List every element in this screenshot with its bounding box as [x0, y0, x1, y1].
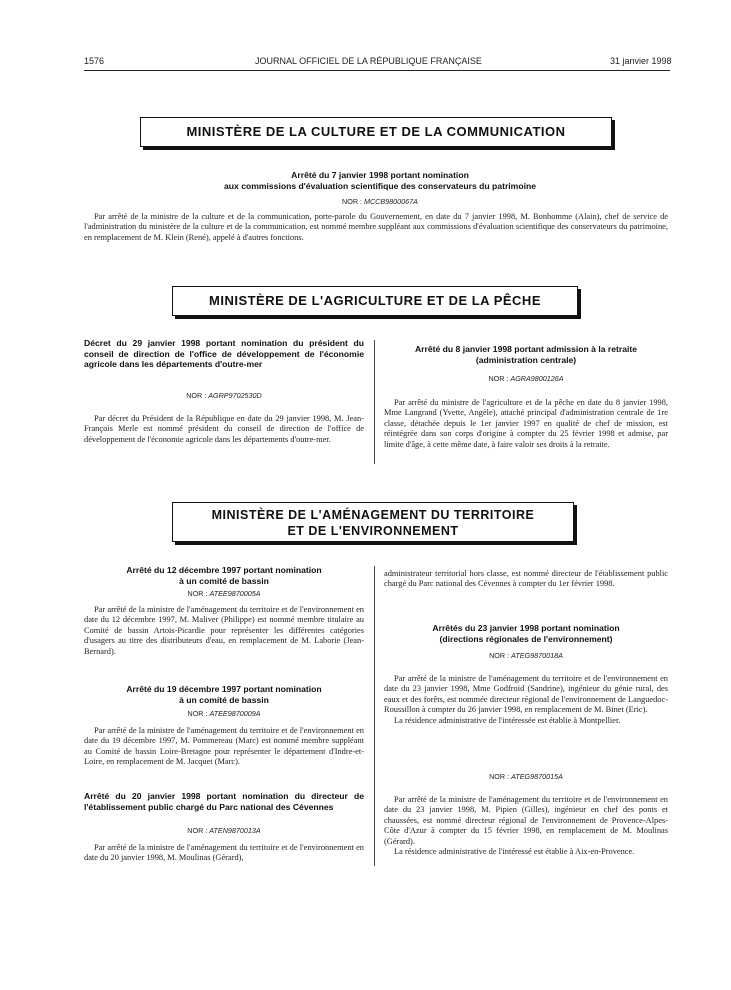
arrete-7-janvier-body — [84, 212, 668, 243]
column-divider — [374, 340, 375, 464]
body-paragraph: La résidence administrative de l'intéressée est établie à Montpellier. — [394, 715, 621, 725]
nor-value: ATEG9870015A — [511, 772, 563, 781]
arrete-12-decembre-title — [84, 565, 364, 586]
decret-29-janvier-title — [84, 338, 364, 370]
nor-label: NOR : — [489, 772, 510, 781]
column-divider — [374, 566, 375, 866]
arretes-23-janvier-title — [384, 623, 668, 644]
nor-value: ATEG9870018A — [511, 651, 563, 660]
body-paragraph: administrateur territorial hors classe, est nommé directeur de l'établissement public chargé du Parc national des Cévennes à compter du 1er février 1998. — [384, 569, 668, 589]
decret-29-janvier-body — [84, 414, 364, 445]
nor-label: NOR : — [186, 391, 207, 400]
arrete-12-decembre-body — [84, 605, 364, 657]
nor-reference — [84, 589, 364, 598]
nor-label: NOR : — [342, 197, 362, 206]
body-paragraph: Par arrêté du ministre de l'agriculture et de la pêche en date du 8 janvier 1998, Mme Langrand (Yvette, Angèle), attaché principal d'administration centrale de 1re classe, détachée depuis le 1er janvier 1997 en qualité de chef de mission, est réintégrée dans son corps d'origine à compter du 25 février 1998 et admise, par limite d'âge, à cette même date, à faire valoir ses droits à la retraite. — [384, 398, 668, 449]
body-paragraph: Par arrêté de la ministre de l'aménagement du territoire et de l'environnement en date du 20 janvier 1998, M. Moulinas (Gérard), — [84, 843, 364, 863]
body-paragraph: Par arrêté de la ministre de l'aménagement du territoire et de l'environnement en date du 23 janvier 1998, M. Pipien (Gilles), ingénieur en chef des ponts et chaussées, est nommé directeur régional de l'environnement de Provence-Alpes-Côte d'Azur à compter du 15 février 1998, en remplacement de M. Moulinas (Gérard). — [384, 795, 668, 846]
arrete-20-janvier-body — [84, 843, 364, 864]
nor-value: ATEN9870013A — [209, 826, 261, 835]
body-paragraph: Par arrêté de la ministre de la culture et de la communication, porte-parole du Gouvernement, en date du 7 janvier 1998, M. Bonhomme (Alain), chef de service de l'administration du ministère de la culture et de la communication, est nommé membre suppléant aux commissions d'évaluation scientifique des conservateurs du patrimoine, en remplacement de M. Klein (René), appelé à d'autres fonctions. — [84, 212, 668, 242]
nor-reference — [120, 197, 640, 206]
page-number: 1576 — [84, 56, 105, 66]
body-paragraph: Par arrêté de la ministre de l'aménagement du territoire et de l'environnement en date du 12 décembre 1997, M. Maliver (Philippe) est nommé membre titulaire au Comité de bassin Artois-Picardie pour représenter les différentes catégories d'usagers au titre des distributeurs d'eau, en remplacement de M. Laborie (Jean-Bernard). — [84, 605, 364, 656]
nor-label: NOR : — [187, 709, 208, 718]
nor-label: NOR : — [187, 826, 208, 835]
nor-value: ATEE9870005A — [209, 589, 261, 598]
arrete-title-line: aux commissions d'évaluation scientifique des conservateurs du patrimoine — [224, 180, 536, 191]
decret-title-text: Décret du 29 janvier 1998 portant nomination du président du conseil de direction de l'office de développement de l'économie agricole dans les départements d'outre-mer — [84, 338, 364, 369]
nor-reference — [384, 374, 668, 383]
nor-label: NOR : — [489, 651, 510, 660]
nor-label: NOR : — [488, 374, 509, 383]
arrete-title-line: Arrêtés du 23 janvier 1998 portant nomination — [432, 623, 620, 633]
nor-reference — [384, 651, 668, 660]
arrete-20-janvier-continuation — [384, 569, 668, 590]
nor-value: AGRP9702530D — [208, 391, 262, 400]
ministry-amenagement-title-line: MINISTÈRE DE L'AMÉNAGEMENT DU TERRITOIRE — [211, 508, 535, 522]
ministry-agriculture-box — [172, 286, 578, 316]
arrete-title-line: Arrêté du 7 janvier 1998 portant nomination — [291, 170, 469, 180]
arrete-23-janvier-godfroid-body — [384, 674, 668, 726]
nor-value: AGRA9800126A — [510, 374, 564, 383]
page-date: 31 janvier 1998 — [610, 56, 672, 66]
arrete-title-line: (directions régionales de l'environnement) — [439, 633, 613, 644]
arrete-20-janvier-title — [84, 791, 364, 812]
journal-title: JOURNAL OFFICIEL DE LA RÉPUBLIQUE FRANÇAISE — [255, 56, 482, 66]
ministry-culture-title: MINISTÈRE DE LA CULTURE ET DE LA COMMUNICATION — [186, 124, 566, 139]
body-paragraph: Par arrêté de la ministre de l'aménagement du territoire et de l'environnement en date du 19 décembre 1997, M. Pommereau (Marc) est nommé membre suppléant au Comité de bassin Loire-Bretagne pour représenter le département d'Indre-et-Loire, en remplacement de M. Jacquet (Marc). — [84, 726, 364, 767]
arrete-title-line: Arrêté du 12 décembre 1997 portant nomination — [126, 565, 322, 575]
arrete-7-janvier-title — [120, 170, 640, 191]
nor-reference — [84, 391, 364, 400]
body-paragraph: La résidence administrative de l'intéressé est établie à Aix-en-Provence. — [394, 847, 635, 857]
nor-reference — [384, 772, 668, 781]
header-rule — [84, 70, 670, 71]
arrete-8-janvier-title — [384, 344, 668, 365]
body-paragraph: Par arrêté de la ministre de l'aménagement du territoire et de l'environnement en date du 23 janvier 1998, Mme Godfroid (Sandrine), ingénieur du génie rural, des eaux et des forêts, est nommée directeur régional de l'environnement de Languedoc-Roussillon à compter du 26 janvier 1998, en remplacement de M. Binet (Eric). — [384, 674, 668, 715]
arrete-8-janvier-body — [384, 398, 668, 450]
ministry-agriculture-title: MINISTÈRE DE L'AGRICULTURE ET DE LA PÊCHE — [209, 293, 541, 308]
arrete-title-line: à un comité de bassin — [179, 694, 269, 705]
arrete-title-line: (administration centrale) — [475, 354, 577, 365]
ministry-culture-box — [140, 117, 612, 147]
nor-value: ATEE9870009A — [209, 709, 261, 718]
ministry-amenagement-title-line: ET DE L'ENVIRONNEMENT — [287, 524, 459, 538]
arrete-title-text: Arrêté du 20 janvier 1998 portant nomination du directeur de l'établissement public chargé du Parc national des Cévennes — [84, 791, 364, 812]
arrete-19-decembre-body — [84, 726, 364, 768]
arrete-title-line: Arrêté du 19 décembre 1997 portant nomination — [126, 684, 322, 694]
nor-reference — [84, 826, 364, 835]
arrete-23-janvier-pipien-body — [384, 795, 668, 857]
nor-reference — [84, 709, 364, 718]
nor-label: NOR : — [187, 589, 208, 598]
nor-value: MCCB9800067A — [364, 197, 418, 206]
arrete-19-decembre-title — [84, 684, 364, 705]
ministry-amenagement-box — [172, 502, 574, 542]
arrete-title-line: Arrêté du 8 janvier 1998 portant admission à la retraite — [414, 344, 638, 354]
arrete-title-line: à un comité de bassin — [179, 575, 269, 586]
body-paragraph: Par décret du Président de la République en date du 29 janvier 1998, M. Jean-François Merle est nommé président du conseil de direction de l'office de développement de l'économie agricole dans les départements d'outre-mer. — [84, 414, 364, 444]
